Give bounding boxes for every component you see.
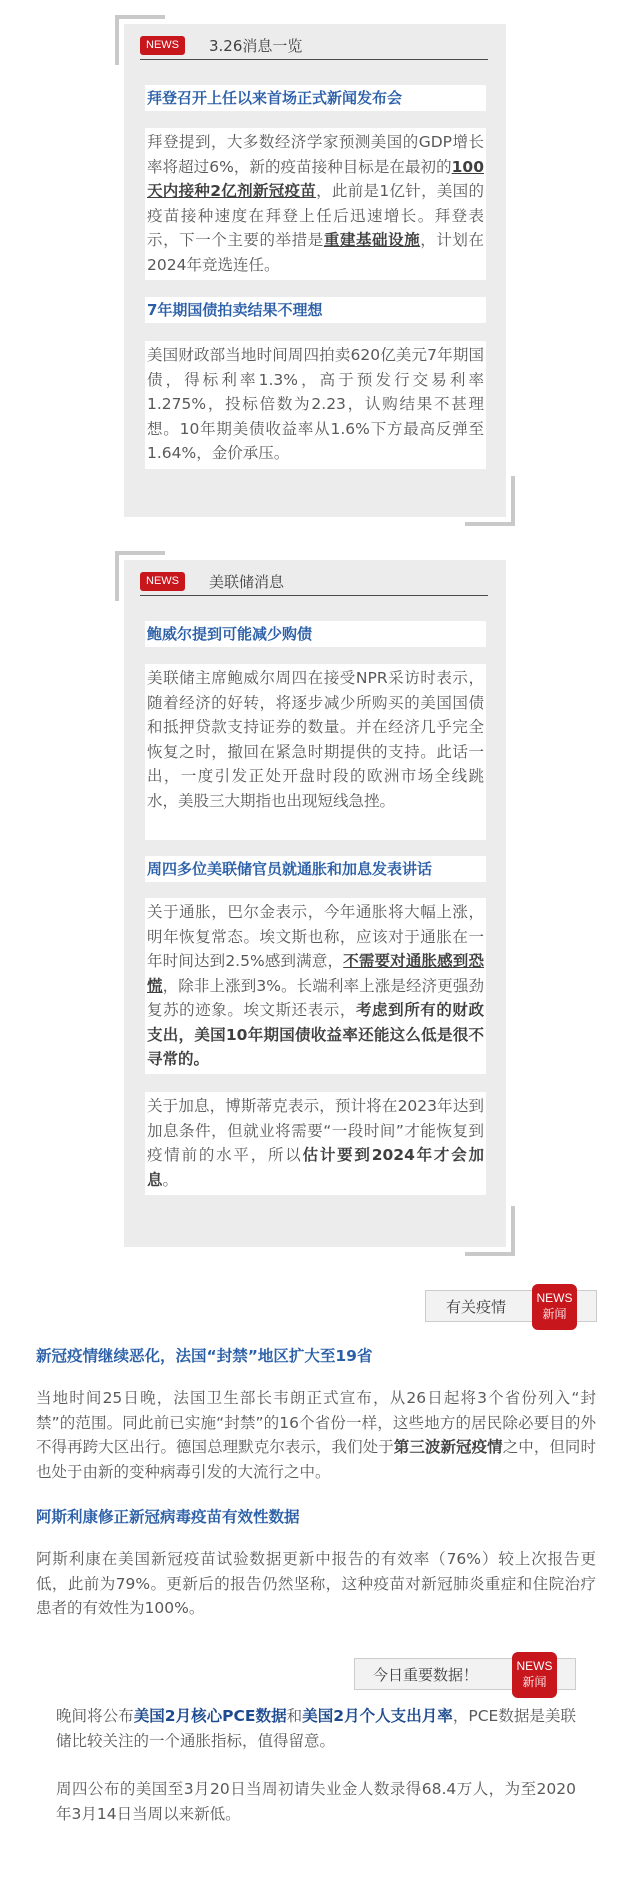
body-text: 之中，但同时也处于由新的变种病毒引发的大流行之中。 (36, 1438, 596, 1481)
section-body (145, 128, 486, 280)
highlight-text: 美国2月核心PCE数据 (133, 1707, 287, 1725)
badge-line: 新闻 (522, 1675, 547, 1689)
body-text: 。 (162, 1170, 179, 1189)
news-badge (532, 1284, 577, 1330)
news-card-fed (124, 560, 506, 1247)
highlight-text: 美国2月个人支出月率 (302, 1707, 453, 1725)
highlight-text: 不需要对通胀感到恐慌 (147, 952, 484, 995)
news-badge (512, 1652, 557, 1698)
section-heading: 鲍威尔提到可能减少购债 (145, 621, 486, 647)
body-text: 晚间将公布 (56, 1707, 134, 1725)
highlight-text: 重建基础设施 (323, 231, 421, 249)
frame-corner-bottom-right (465, 1206, 515, 1256)
section-body (145, 898, 486, 1074)
body-text: 和 (286, 1707, 303, 1725)
body-text: 关于通胀，巴尔金表示，今年通胀将大幅上涨，明年恢复常态。埃文斯也称，应该对于通胀在一年时间达到2.5%感到满意， (147, 903, 484, 970)
badge-line: NEWS (516, 1659, 553, 1673)
body-text: ，计划在2024年竞选连任。 (147, 231, 484, 274)
body-text: 拜登提到，大多数经济学家预测美国的GDP增长率将超过6%，新的疫苗接种目标是在最初的 (147, 133, 484, 176)
body-text: 关于加息，博斯蒂克表示，预计将在2023年达到加息条件，但就业将需要“一段时间”才能恢复到疫情前的水平，所以 (147, 1097, 484, 1164)
highlight-text: 100天内接种2亿剂新冠疫苗 (147, 157, 484, 200)
card-header (140, 568, 488, 596)
highlight-text: 估计要到2024年才会加息 (147, 1146, 484, 1189)
body-text: ，此前是1亿针，美国的疫苗接种速度在拜登上任后迅速增长。拜登表示，下一个主要的举措是 (147, 182, 484, 249)
section-body: 美联储主席鲍威尔周四在接受NPR采访时表示，随着经济的好转，将逐步减少所购买的美国国债和抵押贷款支持证券的数量。并在经济几乎完全恢复之时，撤回在紧急时期提供的支持。此话一出，一度引发正处开盘时段的欧洲市场全线跳水，美股三大期指也出现短线急挫。 (145, 664, 486, 840)
covid-heading-astrazeneca: 阿斯利康修正新冠病毒疫苗有效性数据 (36, 1508, 300, 1526)
section-heading: 周四多位美联储官员就通胀和加息发表讲话 (145, 856, 486, 882)
badge-line: NEWS (536, 1291, 573, 1305)
body-text: ，除非上涨到3%。长端利率上涨是经济更强劲复苏的迹象。埃文斯还表示， (147, 976, 484, 1019)
covid-body-france (36, 1386, 596, 1484)
section-body (145, 1092, 486, 1195)
pill-label: 有关疫情 (446, 1297, 507, 1316)
news-tag: NEWS (140, 572, 185, 591)
covid-heading-france: 新冠疫情继续恶化，法国“封禁”地区扩大至19省 (36, 1347, 373, 1365)
highlight-text: 考虑到所有的财政支出，美国10年期国债收益率还能这么低是很不寻常的。 (147, 1001, 484, 1068)
badge-line: 新闻 (542, 1307, 567, 1321)
body-text: ，PCE数据是美联储比较关注的一个通胀指标，值得留意。 (56, 1707, 576, 1750)
card-header (140, 32, 488, 60)
section-heading: 7年期国债拍卖结果不理想 (145, 297, 486, 323)
news-card-overview (124, 24, 506, 517)
section-body: 美国财政部当地时间周四拍卖620亿美元7年期国债，得标利率1.3%，高于预发行交易利率1.275%，投标倍数为2.23，认购结果不甚理想。10年期美债收益率从1.6%下方最高反弹至1.64%，金价承压。 (145, 341, 486, 469)
news-tag: NEWS (140, 36, 185, 55)
card-title: 3.26消息一览 (209, 37, 303, 55)
highlight-text: 第三波新冠疫情 (393, 1438, 503, 1456)
frame-corner-bottom-right (465, 476, 515, 526)
section-heading: 拜登召开上任以来首场正式新闻发布会 (145, 85, 486, 111)
pill-label: 今日重要数据！ (373, 1665, 479, 1684)
today-body-pce (56, 1704, 576, 1753)
today-body-jobless: 周四公布的美国至3月20日当周初请失业金人数录得68.4万人，为至2020年3月14日当周以来新低。 (56, 1780, 576, 1823)
body-text: 当地时间25日晚，法国卫生部长韦朗正式宣布，从26日起将3个省份列入“封禁”的范围。同此前已实施“封禁”的16个省份一样，这些地方的居民除必要目的外不得再跨大区出行。德国总理默克尔表示，我们处于 (36, 1389, 596, 1456)
card-title: 美联储消息 (209, 573, 285, 591)
covid-body-astrazeneca: 阿斯利康在美国新冠疫苗试验数据更新中报告的有效率（76%）较上次报告更低，此前为79%。更新后的报告仍然坚称，这种疫苗对新冠肺炎重症和住院治疗患者的有效性为100%。 (36, 1550, 596, 1617)
